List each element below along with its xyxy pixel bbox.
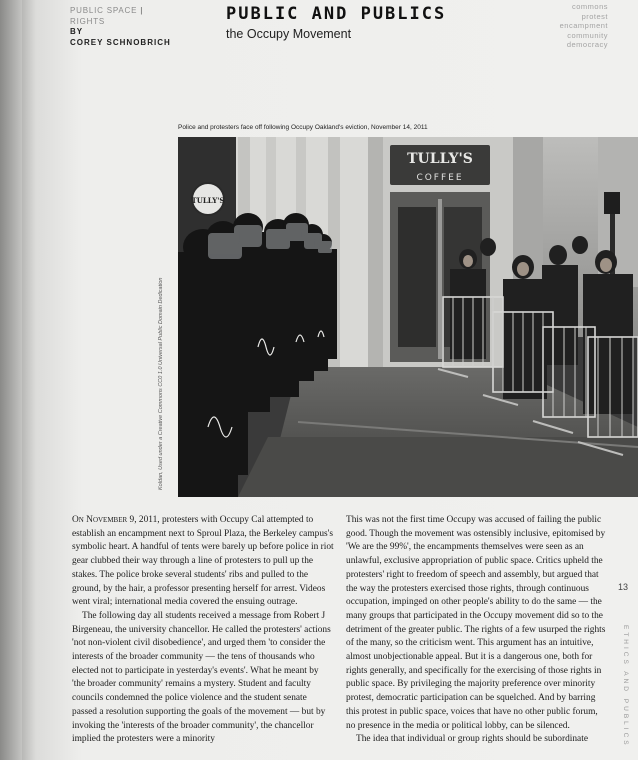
paragraph: The following day all students received a message from Robert J Birgeneau, the university chancellor. He called the protesters' actions 'not non-violent civil disobedience', and urged them 'to consider the interests of the broader community — the tens of thousands who elected not to participate in yesterday's events'. What he meant by 'the broader community' remains a mystery. Student and faculty councils condemned the police violence and the student senate passed a resolution supporting the goals of the movement — but by invoking the 'interests of the broader community', the chancellor implied the protesters were a minority (72, 610, 331, 745)
sign-text-1: TULLY'S (407, 151, 473, 167)
sign-text-2: COFFEE (416, 173, 464, 183)
paragraph: This was not the first time Occupy was accused of failing the public good. Though the movement was ostensibly inclusive, epitomised by 'We are the 99%', the encampments themselves were seen as an unlawful, exclusive appropriation of public space. Critics upheld the protesters' right to freedom of speech and assembly, but argued that the way the protesters exercised those rights, through continuous occupation, impinged on other people's ability to do the same — the many groups that participated in the Occupy movement did so to the detriment of the greater public. The rights of a few usurped the rights of the many, so the criticism went. This argument has an intuitive, almost unobjectionable appeal. But it is a dangerous one, both for rights generally, and specifically for the exercising of those rights in public space. By privileging the majority preference over minority protest, democratic participation can be squelched. And by barring this protest in public space, voices that have no other public forum, no presence in the media or political lobby, can be silenced. (346, 515, 606, 731)
figure-caption: Police and protesters face off following Occupy Oakland's eviction, November 14, 2011 (178, 124, 428, 131)
tag: protest (581, 11, 608, 21)
author-name: COREY SCHNOBRICH (70, 38, 171, 47)
byline-by: BY (70, 27, 84, 36)
photo-credit: Koldan, Used under a Creative Commons CC0 1.0 Universal Public Domain Dedication (158, 277, 164, 490)
small-sign-text: TULLY'S (191, 196, 225, 205)
running-section-label: ETHICS AND PUBLICS (622, 625, 629, 748)
book-gutter (0, 0, 22, 760)
keyword-tags (560, 2, 608, 50)
lead-in: On November 9, 2011, (72, 515, 160, 525)
kicker-line-2: RIGHTS (70, 17, 106, 26)
byline (70, 26, 171, 48)
tag: democracy (566, 40, 608, 49)
tag: encampment (559, 21, 608, 30)
section-kicker (70, 5, 143, 27)
paragraph-text: protesters with Occupy Cal attempted to establish an encampment next to Sproul Plaza, the Berkeley campus's symbolic heart. A handful of tents were barely up before police in riot gear clubbed their way through a line of protesters to pull up the stakes. The police broke several students' ribs and pulled to the ground, by the hair, a professor presenting herself for arrest. Videos went viral; international media covered the ensuing outrage. (72, 515, 334, 608)
text-column-right (346, 514, 608, 747)
article-subtitle: the Occupy Movement (226, 27, 352, 41)
paragraph: The idea that individual or group rights should be subordinate (356, 734, 588, 745)
kicker-line-1: PUBLIC SPACE (70, 6, 138, 15)
protest-photo (178, 137, 638, 497)
tag: commons (571, 2, 608, 11)
article-title: PUBLIC AND PUBLICS (226, 4, 447, 24)
page-number: 13 (618, 582, 629, 592)
text-column-left (72, 514, 334, 747)
paragraph (72, 514, 334, 610)
kicker-bar: | (140, 6, 144, 15)
tag: community (567, 30, 608, 40)
